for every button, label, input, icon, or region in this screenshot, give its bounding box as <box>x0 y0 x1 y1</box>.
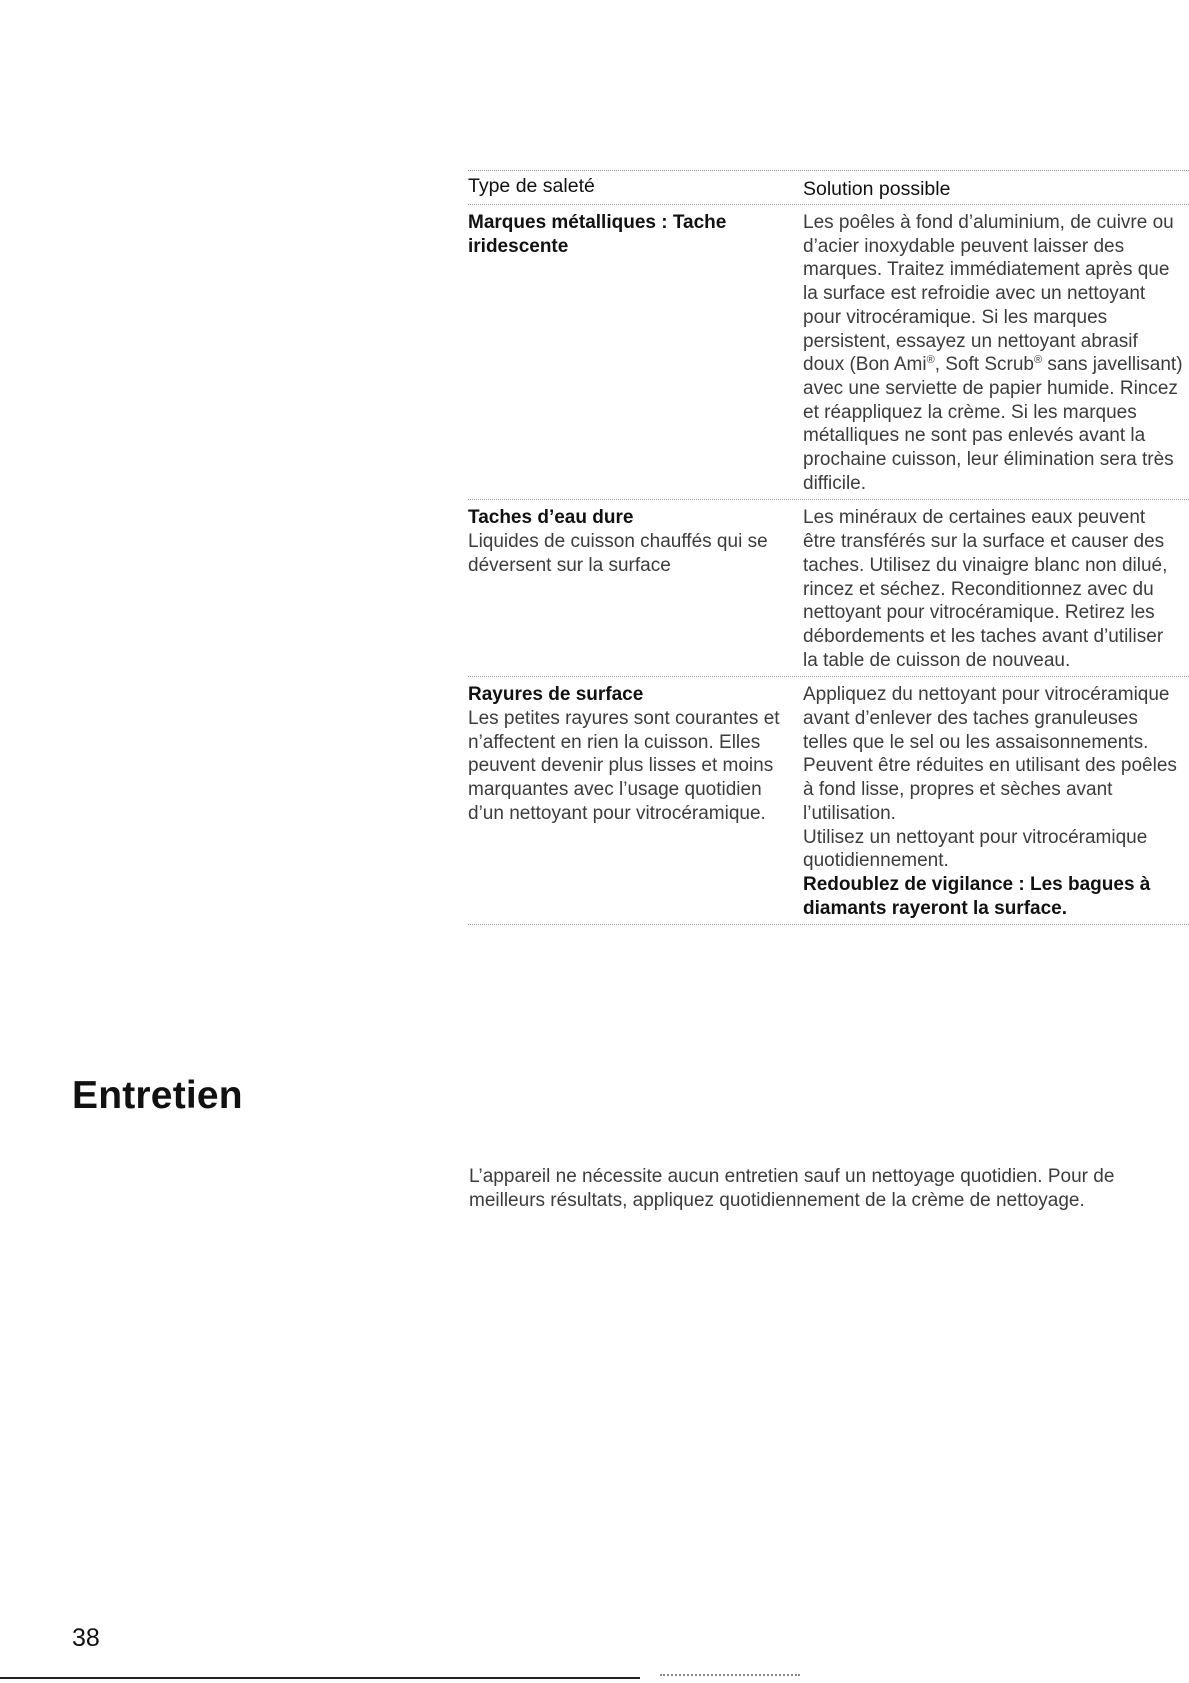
table-row <box>468 676 1189 925</box>
registered-mark: ® <box>926 354 935 367</box>
soil-type-title: Marques métalliques : Tache iridescente <box>468 212 727 257</box>
table-header-row <box>468 170 1189 204</box>
header-solution: Solution possible <box>803 178 951 200</box>
registered-mark: ® <box>1033 354 1043 367</box>
solution-cell <box>803 677 1183 924</box>
cleaning-table <box>468 170 1189 925</box>
solution-text: Utilisez un nettoyant pour vitrocéramique quotidiennement. <box>803 826 1148 872</box>
table-row <box>468 499 1189 676</box>
solution-text: Peuvent être réduites en utilisant des poêles à fond lisse, propres et sèches avant l’utilisation. <box>803 755 1177 824</box>
soil-type-description: Liquides de cuisson chauffés qui se déversent sur la surface <box>468 531 768 576</box>
bottom-rule <box>0 1677 640 1679</box>
solution-cell <box>803 205 1183 499</box>
bottom-marks <box>660 1674 800 1679</box>
soil-type-cell <box>468 205 803 499</box>
solution-text: Les poêles à fond d’aluminium, de cuivre ou d’acier inoxydable peuvent laisser des marques. Traitez immédiatement après que la surface est refroidie avec un nettoyant pour vitrocéramique. Si les marques persistent, essayez un nettoyant abrasif doux (Bon Ami <box>803 212 1174 376</box>
section-heading: Entretien <box>72 1074 243 1117</box>
page-number: 38 <box>72 1624 100 1652</box>
header-soil-type: Type de saleté <box>468 175 595 197</box>
table-row <box>468 204 1189 499</box>
soil-type-description: Les petites rayures sont courantes et n’affectent en rien la cuisson. Elles peuvent devenir plus lisses et moins marquantes avec l’usage quotidien d’un nettoyant pour vitrocéramique. <box>468 708 780 824</box>
soil-type-title: Taches d’eau dure <box>468 507 634 529</box>
solution-text: , Soft Scrub <box>934 354 1034 376</box>
warning-text: Redoublez de vigilance : Les bagues à diamants rayeront la surface. <box>803 873 1151 919</box>
soil-type-title: Rayures de surface <box>468 684 644 706</box>
section-paragraph: L’appareil ne nécessite aucun entretien sauf un nettoyage quotidien. Pour de meilleurs résultats, appliquez quotidiennement de la crème de nettoyage. <box>469 1166 1115 1211</box>
solution-text: sans javellisant) avec une serviette de papier humide. Rincez et réappliquez la crème. Si les marques métalliques ne sont pas enlevés avant la prochaine cuisson, leur élimination sera très difficile. <box>803 354 1183 494</box>
solution-text: Les minéraux de certaines eaux peuvent être transférés sur la surface et causer des taches. Utilisez du vinaigre blanc non dilué, rincez et séchez. Reconditionnez avec du nettoyant pour vitrocéramique. Retirez les débordements et les taches avant d’utiliser la table de cuisson de nouveau. <box>803 507 1168 671</box>
soil-type-cell <box>468 677 803 924</box>
solution-text: Appliquez du nettoyant pour vitrocéramique avant d’enlever des taches granuleuses telles que le sel ou les assaisonnements. <box>803 684 1170 753</box>
soil-type-cell <box>468 500 803 676</box>
solution-cell <box>803 500 1183 676</box>
